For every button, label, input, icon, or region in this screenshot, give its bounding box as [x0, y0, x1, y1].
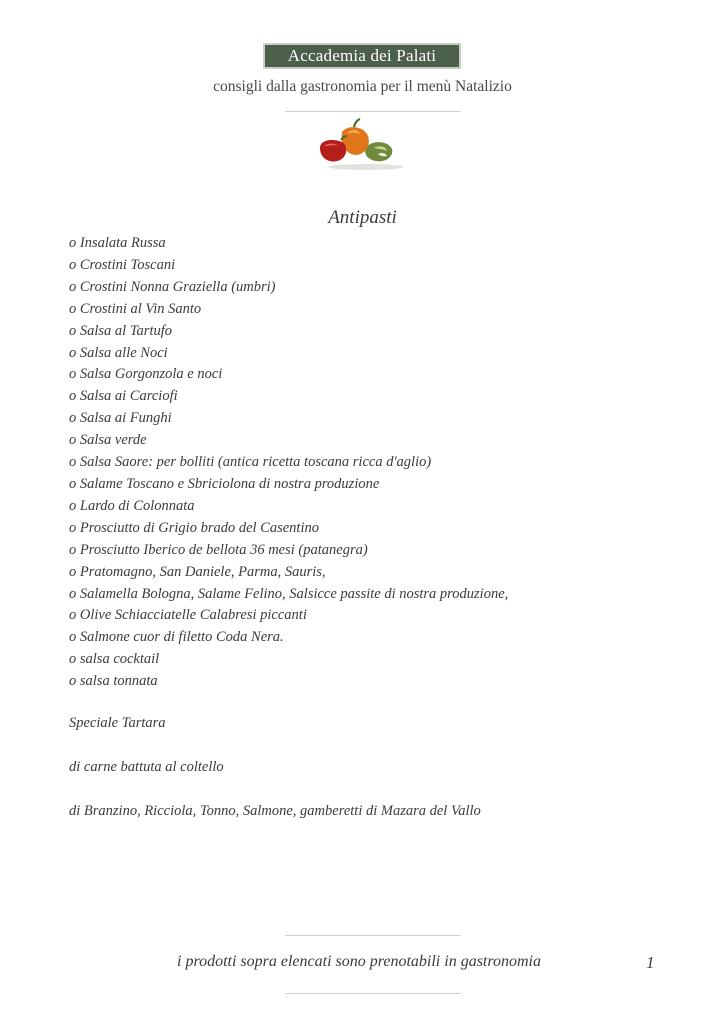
- list-item: o Salmone cuor di filetto Coda Nera.: [69, 629, 284, 646]
- divider-footer-top: [285, 935, 461, 936]
- list-item: o Crostini al Vin Santo: [69, 300, 202, 317]
- list-item: o Prosciutto di Grigio brado del Casentino: [69, 519, 319, 536]
- tartara-line-carne: di carne battuta al coltello: [69, 759, 224, 775]
- list-item: o Prosciutto Iberico de bellota 36 mesi (patanegra): [69, 541, 368, 558]
- list-item: o Salsa alle Noci: [69, 344, 168, 361]
- list-item: o Salsa Gorgonzola e noci: [69, 366, 223, 383]
- list-item: o Crostini Toscani: [69, 256, 176, 273]
- list-item: o Salsa ai Carciofi: [69, 388, 178, 405]
- list-item: o Insalata Russa: [69, 235, 166, 251]
- list-item: o Lardo di Colonnata: [69, 497, 195, 514]
- tartara-line-pesce: di Branzino, Ricciola, Tonno, Salmone, gamberetti di Mazara del Vallo: [69, 803, 481, 819]
- list-item: o Salsa ai Funghi: [69, 410, 172, 427]
- page-subtitle: consigli dalla gastronomia per il menù Natalizio: [213, 78, 512, 95]
- antipasti-list: [69, 233, 508, 693]
- section-title-antipasti: Antipasti: [328, 207, 397, 228]
- list-item: o Olive Schiacciatelle Calabresi piccanti: [69, 607, 307, 624]
- list-item: o Crostini Nonna Graziella (umbri): [69, 278, 276, 295]
- brand-title: Accademia dei Palati: [263, 43, 461, 69]
- list-item: o Salsa al Tartufo: [69, 322, 173, 339]
- tartara-heading: Speciale Tartara: [69, 715, 166, 731]
- list-item: o Salsa verde: [69, 432, 147, 449]
- list-item: o salsa tonnata: [69, 673, 158, 690]
- footer-note: i prodotti sopra elencati sono prenotabili in gastronomia: [177, 953, 541, 970]
- divider-footer-bottom: [285, 993, 461, 994]
- divider-top: [285, 111, 461, 112]
- list-item: o salsa cocktail: [69, 651, 160, 668]
- peppers-illustration-icon: [314, 118, 410, 172]
- page-number: 1: [646, 953, 655, 972]
- list-item: o Salsa Saore: per bolliti (antica ricetta toscana ricca d'aglio): [69, 454, 432, 471]
- list-item: o Pratomagno, San Daniele, Parma, Sauris,: [69, 563, 326, 580]
- list-item: o Salame Toscano e Sbriciolona di nostra produzione: [69, 475, 380, 492]
- list-item: o Salamella Bologna, Salame Felino, Salsicce passite di nostra produzione,: [69, 585, 509, 602]
